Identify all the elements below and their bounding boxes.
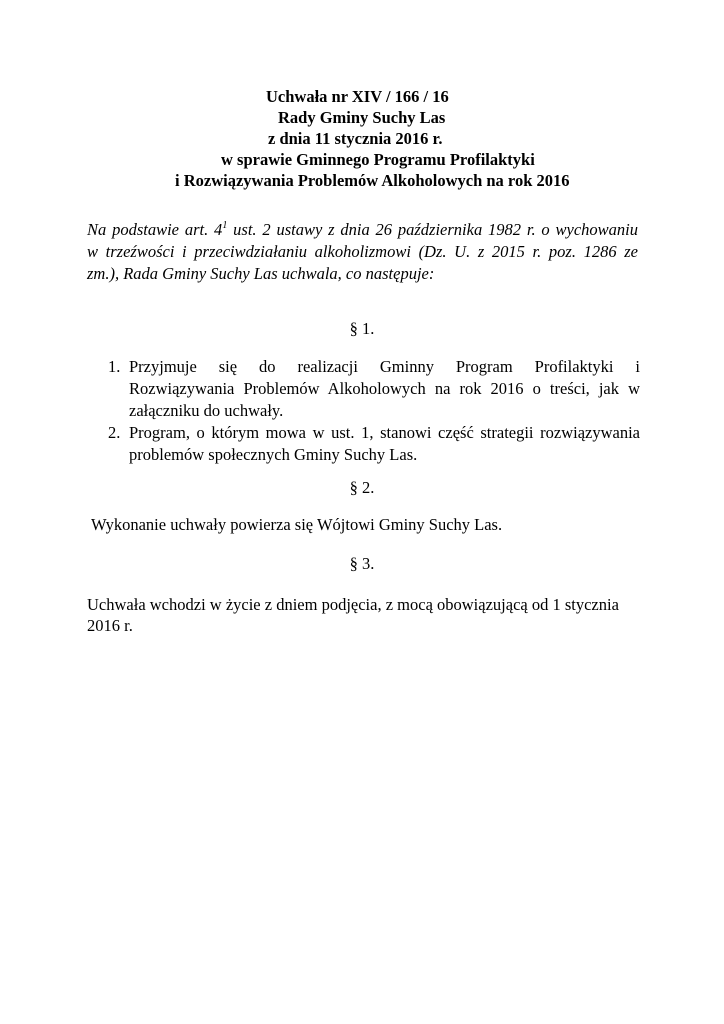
superscript: 1: [222, 220, 228, 231]
list-item-number: 2.: [108, 423, 121, 442]
resolution-subject-line2: i Rozwiązywania Problemów Alkoholowych na rok 2016: [175, 171, 570, 190]
resolution-subject-line1: w sprawie Gminnego Programu Profilaktyki: [221, 150, 535, 169]
list-item-line: Przyjmuje się do realizacji Gminny Program Profilaktyki i: [129, 357, 640, 376]
list-item-line: Program, o którym mowa w ust. 1, stanowi część strategii rozwiązywania: [129, 423, 640, 442]
section-1-list: [108, 356, 640, 466]
section-3-text-line1: Uchwała wchodzi w życie z dniem podjęcia, z mocą obowiązującą od 1 stycznia: [87, 595, 619, 614]
resolution-date: z dnia 11 stycznia 2016 r.: [268, 129, 443, 148]
list-item: [108, 422, 640, 466]
list-item-line: problemów społecznych Gminy Suchy Las.: [129, 445, 418, 464]
list-item-line: załączniku do uchwały.: [129, 401, 284, 420]
preamble-text: Na podstawie art. 4: [87, 220, 223, 239]
preamble-line: [87, 219, 638, 241]
preamble-line: zm.), Rada Gminy Suchy Las uchwala, co następuje:: [87, 264, 435, 283]
preamble-text: ust. 2 ustawy z dnia 26 października 1982 r. o wychowaniu: [227, 220, 638, 239]
section-3-mark: § 3.: [349, 554, 375, 573]
council-name: Rady Gminy Suchy Las: [278, 108, 446, 127]
list-item: [108, 356, 640, 422]
list-item-line: Rozwiązywania Problemów Alkoholowych na rok 2016 o treści, jak w: [129, 379, 640, 398]
section-1-mark: § 1.: [349, 319, 375, 338]
list-item-number: 1.: [108, 357, 121, 376]
section-2-mark: § 2.: [349, 478, 375, 497]
section-3-text-line2: 2016 r.: [87, 616, 133, 635]
resolution-number: Uchwała nr XIV / 166 / 16: [266, 87, 449, 106]
legal-basis-preamble: [87, 219, 638, 285]
section-2-text: Wykonanie uchwały powierza się Wójtowi Gminy Suchy Las.: [91, 515, 503, 534]
preamble-line: w trzeźwości i przeciwdziałaniu alkoholizmowi (Dz. U. z 2015 r. poz. 1286 ze: [87, 242, 638, 261]
